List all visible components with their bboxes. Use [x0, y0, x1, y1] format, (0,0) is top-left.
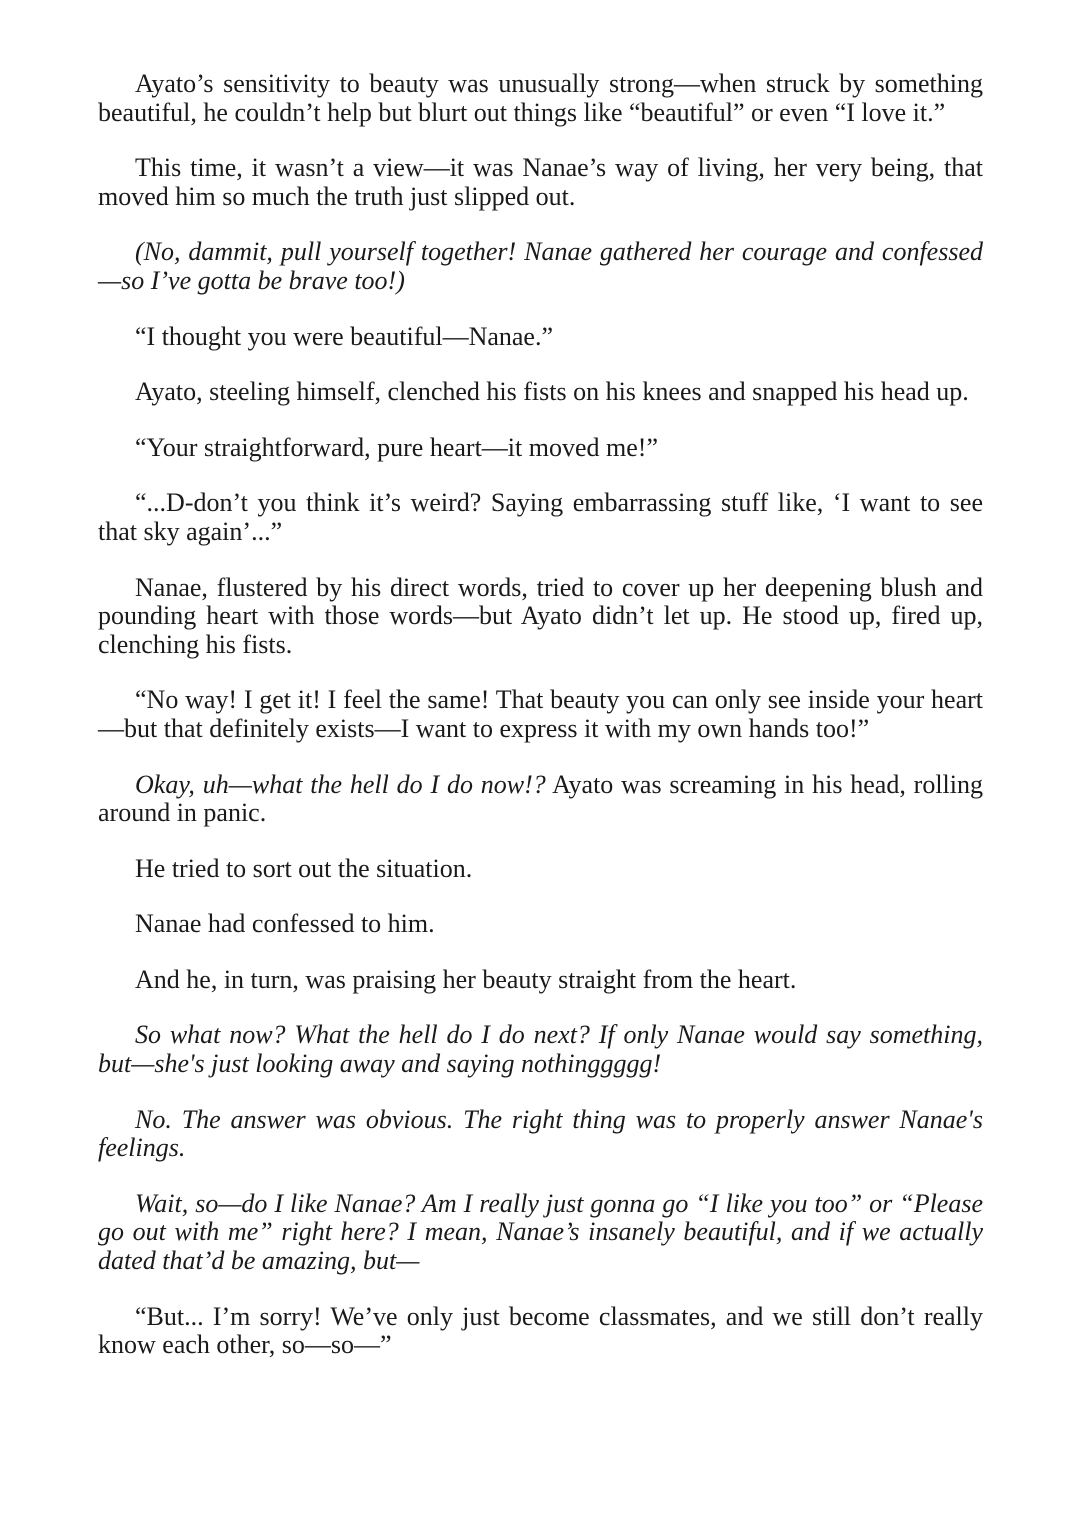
paragraph: Nanae, flustered by his direct words, tried to cover up her deepening blush and pounding heart with those words—but Ayato didn’t let up. He stood up, fired up, clenching his fists. [98, 572, 983, 659]
inner-monologue-paragraph: Wait, so—do I like Nanae? Am I really just gonna go “I like you too” or “Please go out with me” right here? I mean, Nanae’s insanely beautiful, and if we actually dated that’d be amazing, but— [98, 1188, 983, 1276]
paragraph: This time, it wasn’t a view—it was Nanae’s way of living, her very being, that moved him so much the truth just slipped out. [98, 153, 983, 211]
paragraph: And he, in turn, was praising her beauty straight from the heart. [135, 964, 797, 994]
dialogue-paragraph: “Your straightforward, pure heart—it moved me!” [135, 432, 658, 462]
dialogue-paragraph: “...D-don’t you think it’s weird? Saying embarrassing stuff like, ‘I want to see that sky again’...” [98, 488, 983, 546]
dialogue-paragraph: “But... I’m sorry! We’ve only just become classmates, and we still don’t really know each other, so—so––” [98, 1301, 983, 1360]
paragraph: Nanae had confessed to him. [135, 909, 435, 939]
narration-text: Ayato was screaming in his head, rolling around in panic. [98, 769, 983, 828]
document-page [98, 70, 983, 1360]
inner-monologue-paragraph: (No, dammit, pull yourself together! Nanae gathered her courage and confessed—so I’ve gotta be brave too!) [98, 237, 983, 295]
mixed-paragraph [98, 771, 983, 828]
inner-monologue-paragraph: So what now? What the hell do I do next? If only Nanae would say something, but—she's just looking away and saying nothinggggg! [98, 1020, 983, 1079]
inner-monologue-paragraph: No. The answer was obvious. The right thing was to properly answer Nanae's feelings. [98, 1104, 983, 1163]
dialogue-paragraph: “No way! I get it! I feel the same! That beauty you can only see inside your heart—but that definitely exists—I want to express it with my own hands too!” [98, 685, 983, 743]
inner-monologue-text: Okay, uh—what the hell do I do now!? [135, 769, 546, 799]
paragraph: He tried to sort out the situation. [135, 853, 473, 883]
dialogue-paragraph: “I thought you were beautiful—Nanae.” [135, 321, 554, 351]
paragraph: Ayato’s sensitivity to beauty was unusually strong—when struck by something beautiful, he couldn’t help but blurt out things like “beautiful” or even “I love it.” [98, 69, 983, 127]
paragraph: Ayato, steeling himself, clenched his fists on his knees and snapped his head up. [135, 377, 969, 407]
